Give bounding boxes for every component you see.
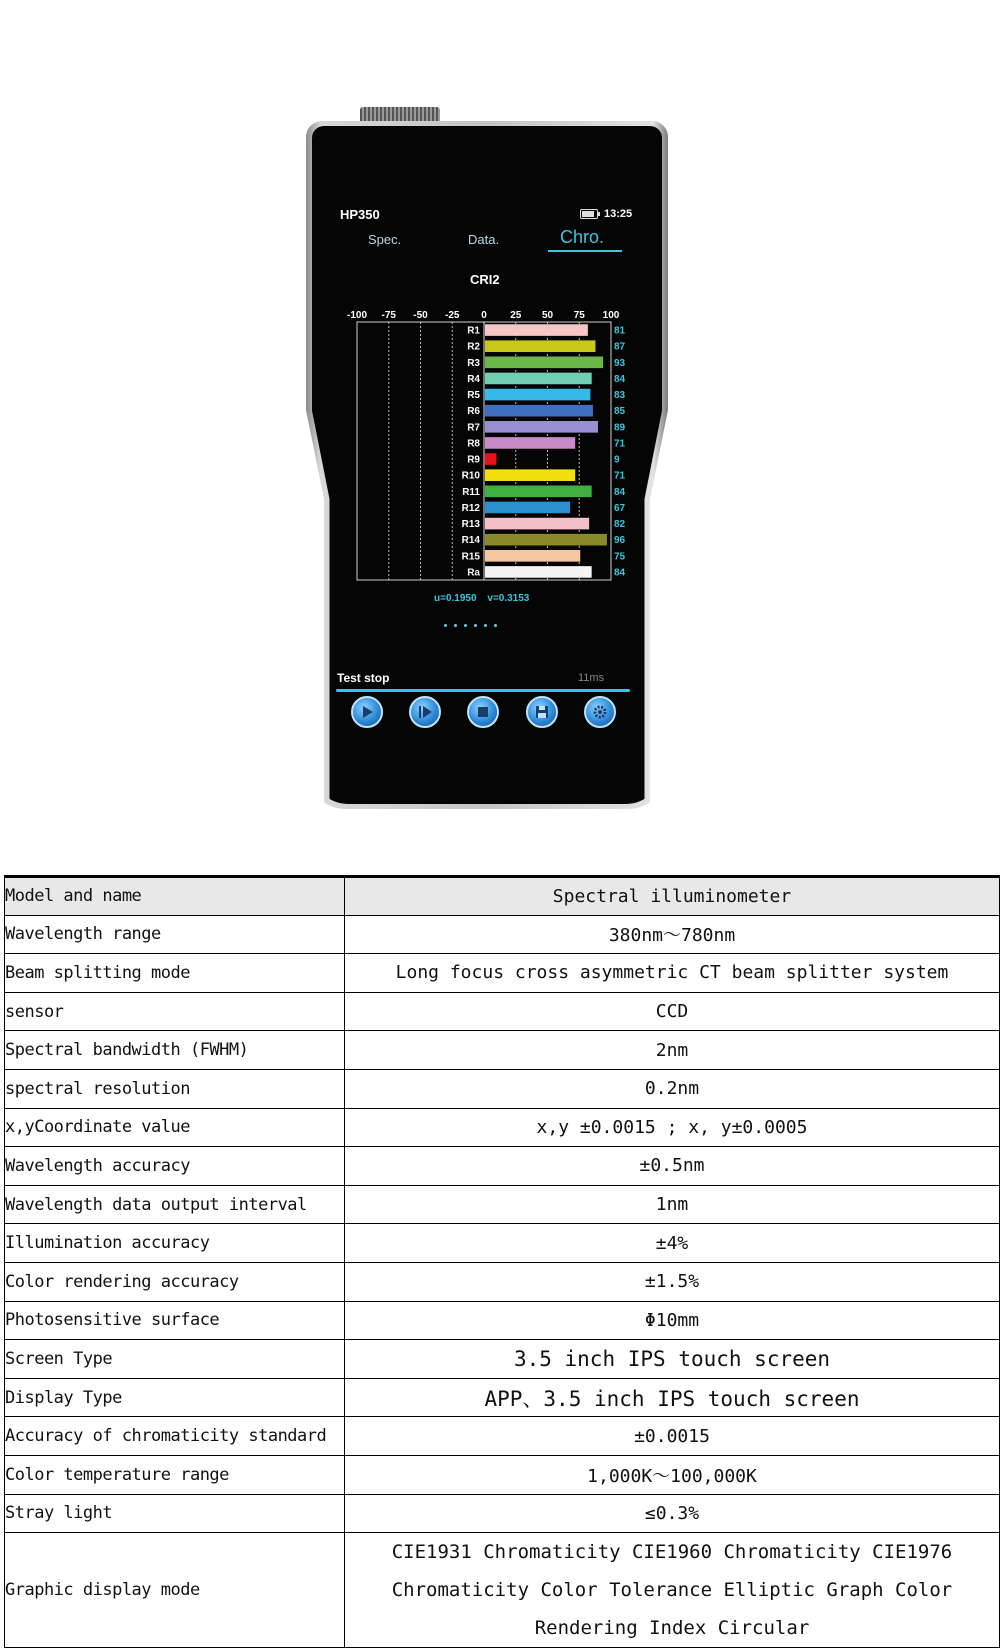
value-label: 82 [614, 519, 626, 531]
v-value: v=0.3153 [487, 593, 530, 604]
spec-label: Wavelength data output interval [5, 1185, 345, 1224]
table-row [5, 1147, 1000, 1186]
table-row [5, 915, 1000, 954]
table-row [5, 1301, 1000, 1340]
stop-icon [475, 704, 491, 720]
spec-value: Long focus cross asymmetric CT beam splitter system [345, 954, 1000, 993]
spec-label: Color rendering accuracy [5, 1262, 345, 1301]
table-row [5, 1417, 1000, 1456]
step-button[interactable] [409, 696, 441, 728]
table-row [5, 1108, 1000, 1147]
x-tick-label: 25 [510, 310, 522, 321]
category-label: R10 [461, 470, 480, 482]
category-label: R6 [467, 406, 480, 418]
page-dot [474, 624, 477, 627]
table-row [5, 1069, 1000, 1108]
category-label: Ra [467, 567, 480, 579]
category-label: R3 [467, 357, 480, 369]
play-button[interactable] [351, 696, 383, 728]
value-label: 9 [614, 454, 620, 466]
battery-icon [580, 209, 598, 219]
spec-value: ±1.5% [345, 1262, 1000, 1301]
x-tick-label: 50 [541, 310, 554, 321]
spec-label: Screen Type [5, 1340, 345, 1379]
category-label: R13 [461, 519, 480, 531]
spec-value: CCD [345, 992, 1000, 1031]
spec-value: x,y ±0.0015 ; x, y±0.0005 [345, 1108, 1000, 1147]
table-row [5, 1494, 1000, 1533]
u-value: u=0.1950 [434, 593, 477, 604]
table-row [5, 1340, 1000, 1379]
table-row [5, 954, 1000, 993]
spec-table [4, 875, 1000, 1648]
spec-label: Graphic display mode [5, 1533, 345, 1648]
table-row [5, 877, 1000, 916]
page-dots [444, 624, 497, 627]
spec-value: Spectral illuminometer [345, 877, 1000, 916]
table-row [5, 1224, 1000, 1263]
category-label: R11 [462, 486, 480, 498]
category-label: R2 [467, 341, 480, 353]
x-tick-label: -50 [413, 310, 428, 321]
save-button[interactable] [526, 696, 558, 728]
x-tick-label: -75 [381, 310, 396, 321]
value-label: 84 [614, 567, 626, 579]
value-label: 84 [614, 486, 626, 498]
play-icon [359, 704, 375, 720]
active-tab-indicator [548, 250, 622, 252]
spec-value: 2nm [345, 1031, 1000, 1070]
spec-label: spectral resolution [5, 1069, 345, 1108]
save-icon [534, 704, 550, 720]
spec-label: Display Type [5, 1378, 345, 1417]
spec-value: CIE1931 Chromaticity CIE1960 Chromaticity CIE1976 Chromaticity Color Tolerance Elliptic Graph Color Rendering Index Circular [345, 1533, 1000, 1648]
spec-value: ±4% [345, 1224, 1000, 1263]
step-icon [417, 704, 433, 720]
tab-chro[interactable]: Chro. [560, 227, 605, 247]
x-tick-label: 100 [602, 310, 620, 321]
spec-value: Φ10mm [345, 1301, 1000, 1340]
category-label: R7 [467, 422, 480, 434]
measure-time: 11ms [578, 672, 605, 684]
status-text: Test stop [337, 671, 390, 685]
spec-value: ±0.0015 [345, 1417, 1000, 1456]
spec-label: Wavelength accuracy [5, 1147, 345, 1186]
spec-value: ≤0.3% [345, 1494, 1000, 1533]
chart-title: CRI2 [470, 272, 500, 287]
category-label: R4 [467, 373, 480, 385]
device-model: HP350 [340, 207, 380, 222]
spec-label: Spectral bandwidth (FWHM) [5, 1031, 345, 1070]
value-label: 93 [614, 357, 626, 369]
value-label: 96 [614, 535, 626, 547]
page-dot [494, 624, 497, 627]
category-label: R15 [461, 551, 480, 563]
spec-label: Accuracy of chromaticity standard [5, 1417, 345, 1456]
category-label: R14 [461, 535, 480, 547]
spec-label: Model and name [5, 877, 345, 916]
stop-button[interactable] [467, 696, 499, 728]
spec-label: Photosensitive surface [5, 1301, 345, 1340]
value-label: 67 [614, 502, 626, 514]
tab-spec[interactable]: Spec. [368, 232, 402, 247]
value-label: 87 [614, 341, 626, 353]
spec-value: 0.2nm [345, 1069, 1000, 1108]
category-label: R12 [461, 502, 480, 514]
page-dot [464, 624, 467, 627]
category-label: R1 [467, 325, 480, 337]
table-row [5, 1378, 1000, 1417]
spec-label: Color temperature range [5, 1455, 345, 1494]
category-label: R5 [467, 390, 480, 402]
category-label: R9 [467, 454, 480, 466]
spec-label: Wavelength range [5, 915, 345, 954]
page-dot [484, 624, 487, 627]
uv-readout [434, 593, 537, 604]
spec-label: sensor [5, 992, 345, 1031]
x-tick-label: -100 [346, 310, 368, 321]
value-label: 71 [614, 470, 626, 482]
table-row [5, 1262, 1000, 1301]
table-row [5, 992, 1000, 1031]
spec-value: 380nm～780nm [345, 915, 1000, 954]
x-tick-label: -25 [445, 310, 460, 321]
value-label: 84 [614, 373, 626, 385]
status-progress-line [336, 689, 630, 692]
x-tick-label: 75 [573, 310, 585, 321]
spec-label: Illumination accuracy [5, 1224, 345, 1263]
spec-value: 1,000K～100,000K [345, 1455, 1000, 1494]
x-tick-label: 0 [481, 310, 487, 321]
category-label: R8 [467, 438, 480, 450]
value-label: 89 [614, 422, 626, 434]
device-clock: 13:25 [604, 208, 633, 220]
device-knob [360, 107, 440, 123]
value-label: 85 [614, 406, 626, 418]
value-label: 75 [614, 551, 626, 563]
table-row [5, 1533, 1000, 1648]
value-label: 81 [614, 325, 626, 337]
gear-icon [592, 704, 608, 720]
spec-label: Stray light [5, 1494, 345, 1533]
spec-label: x,yCoordinate value [5, 1108, 345, 1147]
tab-data[interactable]: Data. [468, 232, 500, 247]
spec-value: APP、3.5 inch IPS touch screen [345, 1378, 1000, 1417]
spec-value: ±0.5nm [345, 1147, 1000, 1186]
table-row [5, 1031, 1000, 1070]
table-row [5, 1185, 1000, 1224]
spec-label: Beam splitting mode [5, 954, 345, 993]
value-label: 71 [614, 438, 626, 450]
table-row [5, 1455, 1000, 1494]
value-label: 83 [614, 390, 626, 402]
spec-value: 3.5 inch IPS touch screen [345, 1340, 1000, 1379]
page-dot [454, 624, 457, 627]
page-dot [444, 624, 447, 627]
settings-button[interactable] [584, 696, 616, 728]
spec-value: 1nm [345, 1185, 1000, 1224]
